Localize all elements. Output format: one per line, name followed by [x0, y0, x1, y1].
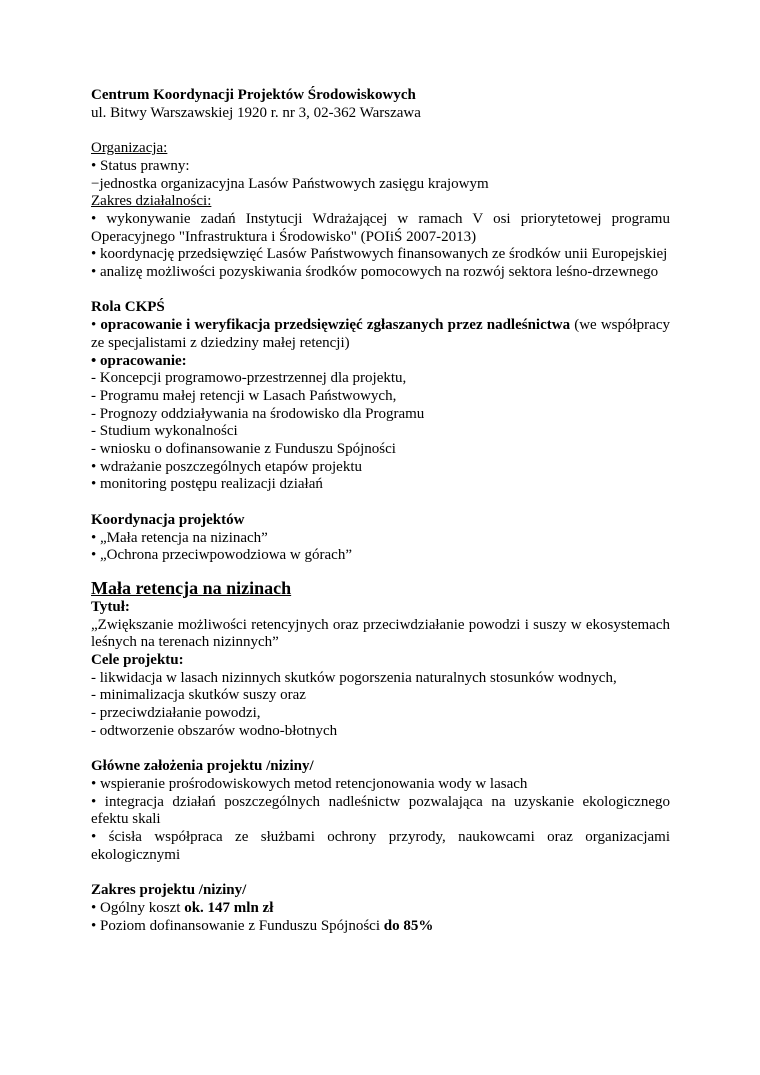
org-address: ul. Bitwy Warszawskiej 1920 r. nr 3, 02-362 Warszawa — [91, 104, 421, 121]
zakres-item: • koordynację przedsięwzięć Lasów Państwowych finansowanych ze środków unii Europejskiej — [91, 246, 670, 264]
koordynacja-item: • „Ochrona przeciwpowodziowa w górach” — [91, 547, 670, 565]
status-label: • Status prawny: — [91, 158, 670, 176]
rola-dash-item: - Studium wykonalności — [91, 423, 238, 440]
cele-item: - przeciwdziałanie powodzi, — [91, 705, 261, 722]
rola-item — [91, 317, 670, 352]
koordynacja-heading: Koordynacja projektów — [91, 511, 245, 528]
rola-dash-item: - Koncepcji programowo-przestrzennej dla projektu, — [91, 370, 407, 387]
status-value: −jednostka organizacyjna Lasów Państwowych zasięgu krajowym — [91, 175, 489, 192]
rola-opracowanie: • opracowanie: — [91, 353, 670, 371]
rola-item-bold: opracowanie i weryfikacja przedsięwzięć zgłaszanych przez nadleśnictwa — [100, 317, 571, 334]
rola-heading: Rola CKPŚ — [91, 299, 165, 316]
tytul-label: Tytuł: — [91, 598, 130, 615]
zakres-item: • analizę możliwości pozyskiwania środków pomocowych na rozwój sektora leśno-drzewnego — [91, 264, 670, 282]
rola-dash-item: - wniosku o dofinansowanie z Funduszu Spójności — [91, 441, 396, 458]
document-page — [91, 87, 670, 935]
cele-item: - odtworzenie obszarów wodno-błotnych — [91, 722, 338, 739]
org-name: Centrum Koordynacji Projektów Środowiskowych — [91, 87, 416, 103]
cele-item: - likwidacja w lasach nizinnych skutków pogorszenia naturalnych stosunków wodnych, — [91, 669, 617, 686]
zakres-dzialalnosci-heading: Zakres działalności: — [91, 193, 212, 210]
rola-bullet-item: • wdrażanie poszczególnych etapów projektu — [91, 459, 670, 477]
koszt-item — [91, 900, 670, 918]
tytul-value: „Zwiększanie możliwości retencyjnych oraz przeciwdziałanie powodzi i suszy w ekosystemach leśnych na terenach nizinnych” — [91, 616, 670, 651]
rola-dash-item: - Prognozy oddziaływania na środowisko dla Programu — [91, 405, 425, 422]
zalozenia-heading: Główne założenia projektu /niziny/ — [91, 758, 314, 775]
zalozenia-item: • integracja działań poszczególnych nadleśnictw pozwalająca na uzyskanie ekologicznego efektu skali — [91, 794, 670, 829]
dofinansowanie-label: Poziom dofinansowanie z Funduszu Spójności — [100, 917, 384, 934]
zalozenia-item: • wspieranie prośrodowiskowych metod retencjonowania wody w lasach — [91, 776, 670, 794]
dofinansowanie-value: do 85% — [383, 917, 434, 934]
koordynacja-item: • „Mała retencja na nizinach” — [91, 530, 670, 548]
rola-dash-item: - Programu małej retencji w Lasach Państwowych, — [91, 387, 397, 404]
cele-item: - minimalizacja skutków suszy oraz — [91, 687, 306, 704]
mala-retencja-heading: Mała retencja na nizinach — [91, 577, 292, 598]
organizacja-heading: Organizacja: — [91, 140, 168, 157]
dofinansowanie-item — [91, 918, 670, 936]
rola-item-rest: (we współpracy ze specjalistami z dziedziny małej retencji) — [91, 317, 670, 351]
zakres-item: • wykonywanie zadań Instytucji Wdrażającej w ramach V osi priorytetowej programu Operacyjnego "Infrastruktura i Środowisko" (POIiŚ 2007-2013) — [91, 211, 670, 246]
koszt-value: ok. 147 mln zł — [184, 899, 274, 916]
zalozenia-item: • ścisła współpraca ze służbami ochrony przyrody, naukowcami oraz organizacjami ekologicznymi — [91, 829, 670, 864]
cele-label: Cele projektu: — [91, 652, 184, 669]
koszt-label: Ogólny koszt — [100, 899, 185, 916]
rola-bullet-item: • monitoring postępu realizacji działań — [91, 476, 670, 494]
zakres-projektu-heading: Zakres projektu /niziny/ — [91, 882, 247, 899]
